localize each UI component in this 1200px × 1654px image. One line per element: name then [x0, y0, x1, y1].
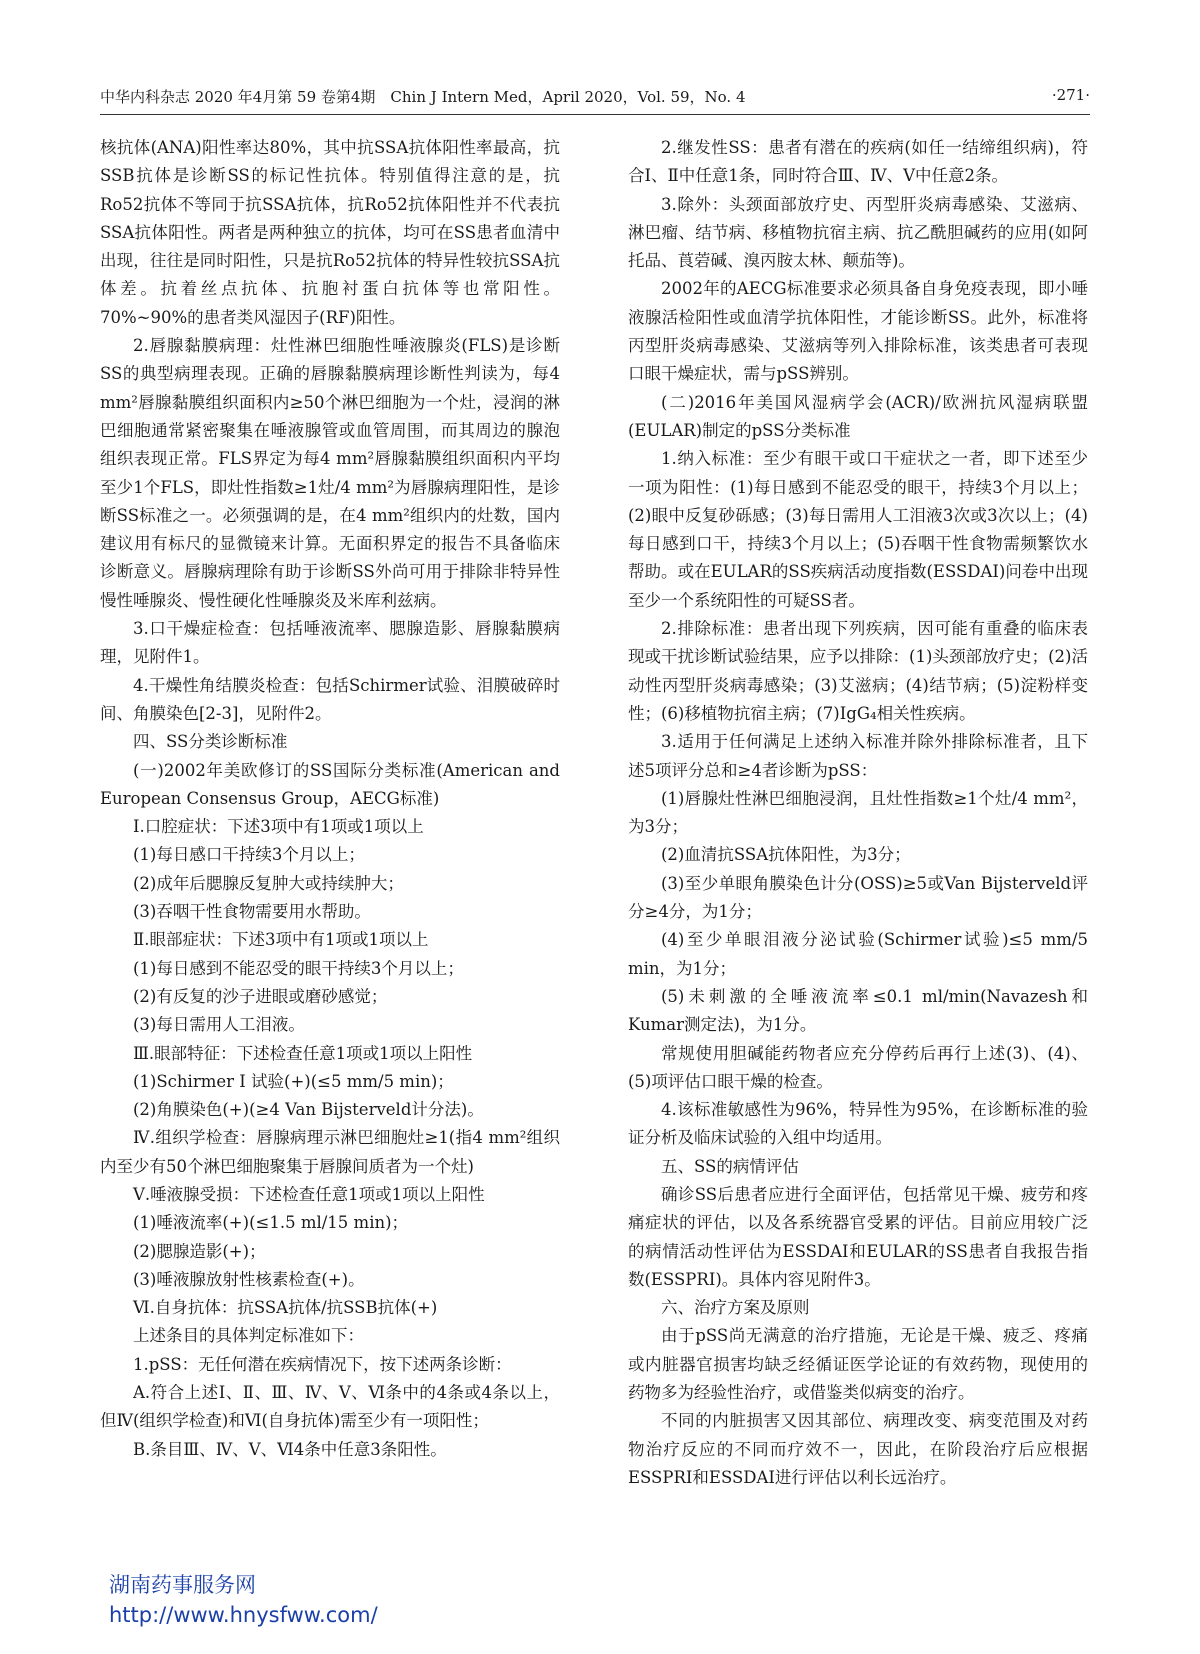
list-item: Ⅳ.组织学检查：唇腺病理示淋巴细胞灶≥1(指4 mm²组织内至少有50个淋巴细胞聚集于唇腺间质者为一个灶)	[100, 1128, 560, 1176]
list-item: (4)至少单眼泪液分泌试验(Schirmer试验)≤5 mm/5 min，为1分；	[628, 930, 1088, 978]
list-item: (1)Schirmer Ⅰ 试验(+)(≤5 mm/5 min)；	[133, 1071, 454, 1091]
list-item: (1)唇腺灶性淋巴细胞浸润，且灶性指数≥1个灶/4 mm²，为3分；	[628, 788, 1088, 837]
list-item: (1)每日感口干持续3个月以上；	[133, 845, 365, 865]
list-item: (2)腮腺造影(+)；	[133, 1241, 266, 1261]
paragraph: 3.口干燥症检查：包括唾液流率、腮腺造影、唇腺黏膜病理，见附件1。	[100, 619, 560, 667]
section-heading: 五、SS的病情评估	[661, 1156, 799, 1176]
list-item: (2)角膜染色(+)(≥4 Van Bijsterveld计分法)。	[133, 1100, 484, 1120]
list-item: (1)每日感到不能忍受的眼干持续3个月以上；	[133, 958, 464, 978]
list-item: (3)至少单眼角膜染色计分(OSS)≥5或Van Bijsterveld评分≥4分，为1分；	[628, 873, 1088, 922]
right-column	[628, 134, 1088, 1492]
page-number: ·271·	[1051, 86, 1090, 104]
paragraph: 2002年的AECG标准要求必须具备自身免疫表现，即小唾液腺活检阳性或血清学抗体阳性，才能诊断SS。此外，标准将丙型肝炎病毒感染、艾滋病等列入排除标准，该类患者可表现口眼干燥症状，需与pSS辨别。	[628, 279, 1088, 384]
watermark	[109, 1570, 378, 1630]
paragraph: 1.pSS：无任何潜在疾病情况下，按下述两条诊断：	[133, 1354, 512, 1374]
section-heading: 四、SS分类诊断标准	[133, 732, 288, 752]
paragraph: 由于pSS尚无满意的治疗措施，无论是干燥、疲乏、疼痛或内脏器官损害均缺乏经循证医学论证的有效药物，现使用的药物多为经验性治疗，或借鉴类似病变的治疗。	[628, 1326, 1088, 1403]
paragraph: 上述条目的具体判定标准如下：	[133, 1326, 364, 1346]
list-item: Ⅵ.自身抗体：抗SSA抗体/抗SSB抗体(+)	[133, 1298, 438, 1318]
journal-citation: 中华内科杂志 2020 年4月第 59 卷第4期 Chin J Intern Med，April 2020，Vol. 59，No. 4	[100, 88, 746, 106]
header-rule	[100, 114, 1090, 115]
watermark-site-name: 湖南药事服务网	[109, 1573, 256, 1597]
paragraph: 2.继发性SS：患者有潜在的疾病(如任一结缔组织病)，符合Ⅰ、Ⅱ中任意1条，同时符合Ⅲ、Ⅳ、Ⅴ中任意2条。	[628, 138, 1088, 186]
list-item: (2)成年后腮腺反复肿大或持续肿大；	[133, 873, 404, 893]
paragraph: 确诊SS后患者应进行全面评估，包括常见干燥、疲劳和疼痛症状的评估，以及各系统器官受累的评估。目前应用较广泛的病情活动性评估为ESSDAI和EULAR的SS患者自我报告指数(ESSPRI)。具体内容见附件3。	[628, 1184, 1088, 1289]
paragraph: 3.除外：头颈面部放疗史、丙型肝炎病毒感染、艾滋病、淋巴瘤、结节病、移植物抗宿主病、抗乙酰胆碱药的应用(如阿托品、莨菪碱、溴丙胺太林、颠茄等)。	[628, 194, 1088, 271]
watermark-url: http://www.hnysfww.com/	[109, 1603, 378, 1627]
list-item: Ⅱ.眼部症状：下述3项中有1项或1项以上	[133, 930, 429, 950]
paragraph: 不同的内脏损害又因其部位、病理改变、病变范围及对药物治疗反应的不同而疗效不一，因此，在阶段治疗后应根据ESSPRI和ESSDAI进行评估以利长远治疗。	[628, 1411, 1088, 1487]
list-item: (2)血清抗SSA抗体阳性，为3分；	[661, 845, 911, 865]
paragraph: 4.该标准敏感性为96%，特异性为95%，在诊断标准的验证分析及临床试验的入组中均适用。	[628, 1100, 1088, 1148]
paragraph: 常规使用胆碱能药物者应充分停药后再行上述(3)、(4)、(5)项评估口眼干燥的检查。	[628, 1043, 1088, 1091]
list-item: (3)每日需用人工泪液。	[133, 1015, 305, 1035]
running-header	[100, 86, 1090, 112]
list-item: Ⅰ.口腔症状：下述3项中有1项或1项以上	[133, 817, 424, 837]
paragraph: 2.唇腺黏膜病理：灶性淋巴细胞性唾液腺炎(FLS)是诊断SS的典型病理表现。正确的唇腺黏膜病理诊断性判读为，每4 mm²唇腺黏膜组织面积内≥50个淋巴细胞为一个灶，浸润的淋巴细胞通常紧密聚集在唾液腺管或血管周围，而其周边的腺泡组织表现正常。FLS界定为每4 mm²唇腺黏膜组织面积内平均至少1个FLS，即灶性指数≥1灶/4 mm²为唇腺病理阳性，是诊断SS标准之一。必须强调的是，在4 mm²组织内的灶数，国内建议用有标尺的显微镜来计算。无面积界定的报告不具备临床诊断意义。唇腺病理除有助于诊断SS外尚可用于排除非特异性慢性唾腺炎、慢性硬化性唾腺炎及米库利兹病。	[100, 336, 560, 610]
paragraph: 1.纳入标准：至少有眼干或口干症状之一者，即下述至少一项为阳性：(1)每日感到不能忍受的眼干，持续3个月以上；(2)眼中反复砂砾感；(3)每日需用人工泪液3次或3次以上；(4)每日感到口干，持续3个月以上；(5)吞咽干性食物需频繁饮水帮助。或在EULAR的SS疾病活动度指数(ESSDAI)问卷中出现至少一个系统阳性的可疑SS者。	[628, 449, 1088, 610]
list-item: (2)有反复的沙子进眼或磨砂感觉；	[133, 986, 388, 1006]
subsection-heading: (一)2002年美欧修订的SS国际分类标准(American and European Consensus Group，AECG标准)	[100, 760, 560, 808]
section-heading: 六、治疗方案及原则	[661, 1298, 810, 1318]
paragraph: B.条目Ⅲ、Ⅳ、Ⅴ、Ⅵ4条中任意3条阳性。	[133, 1439, 447, 1459]
list-item: Ⅲ.眼部特征：下述检查任意1项或1项以上阳性	[133, 1043, 473, 1063]
paragraph: 4.干燥性角结膜炎检查：包括Schirmer试验、泪膜破碎时间、角膜染色[2-3]，见附件2。	[100, 675, 560, 723]
list-item: (3)吞咽干性食物需要用水帮助。	[133, 902, 371, 922]
subsection-heading: (二)2016年美国风湿病学会(ACR)/欧洲抗风湿病联盟(EULAR)制定的pSS分类标准	[628, 392, 1088, 440]
paragraph: 2.排除标准：患者出现下列疾病，因可能有重叠的临床表现或干扰诊断试验结果，应予以排除：(1)头颈部放疗史；(2)活动性丙型肝炎病毒感染；(3)艾滋病；(4)结节病；(5)淀粉样变性；(6)移植物抗宿主病；(7)IgG₄相关性疾病。	[628, 619, 1088, 723]
paragraph: 3.适用于任何满足上述纳入标准并除外排除标准者，且下述5项评分总和≥4者诊断为pSS：	[628, 732, 1088, 780]
list-item: (1)唾液流率(+)(≤1.5 ml/15 min)；	[133, 1213, 409, 1233]
paragraph: A.符合上述Ⅰ、Ⅱ、Ⅲ、Ⅳ、Ⅴ、Ⅵ条中的4条或4条以上，但Ⅳ(组织学检查)和Ⅵ(自身抗体)需至少有一项阳性；	[100, 1383, 560, 1431]
list-item: (5)未刺激的全唾液流率≤0.1 ml/min(Navazesh和Kumar测定法)，为1分。	[628, 986, 1088, 1035]
list-item: Ⅴ.唾液腺受损：下述检查任意1项或1项以上阳性	[133, 1184, 485, 1204]
paragraph: 核抗体(ANA)阳性率达80%，其中抗SSA抗体阳性率最高，抗SSB抗体是诊断SS的标记性抗体。特别值得注意的是，抗Ro52抗体不等同于抗SSA抗体，抗Ro52抗体阳性并不代表抗SSA抗体阳性。两者是两种独立的抗体，均可在SS患者血清中出现，往往是同时阳性，只是抗Ro52抗体的特异性较抗SSA抗体差。抗着丝点抗体、抗胞衬蛋白抗体等也常阳性。70%~90%的患者类风湿因子(RF)阳性。	[100, 138, 560, 327]
list-item: (3)唾液腺放射性核素检查(+)。	[133, 1269, 365, 1289]
left-column	[100, 134, 560, 1464]
